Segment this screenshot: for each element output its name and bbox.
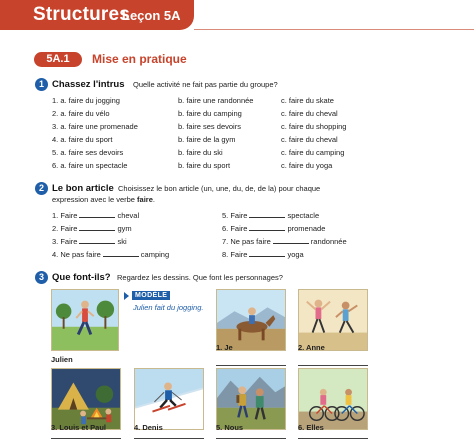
ex1-row-4-a: 4. a. faire du sport: [52, 135, 113, 144]
ex2-item-8-pre: 8. Faire: [222, 250, 248, 259]
nous-hiking-image: [216, 368, 286, 430]
exercise-2-instruction-line2: expression avec le verbe faire.: [52, 195, 155, 204]
ex1-row-1-c: c. faire du skate: [281, 96, 334, 105]
ex2-item-5-post: spectacle: [287, 211, 320, 220]
ex2-item-4-blank[interactable]: [103, 250, 139, 257]
ex1-row-5-b: b. faire du ski: [178, 148, 223, 157]
ex1-row-2-a: 2. a. faire du vélo: [52, 109, 110, 118]
denis-skiing-image: [134, 368, 204, 430]
ex2-item-3-blank[interactable]: [79, 237, 115, 244]
exercise-1-number: 1: [35, 78, 48, 91]
ex1-row-3-b: b. faire ses devoirs: [178, 122, 241, 131]
je-answer-line[interactable]: [216, 365, 286, 366]
je-horse-riding-image: [216, 289, 286, 351]
nous-label: 5. Nous: [216, 423, 244, 432]
ex2-item-2-blank[interactable]: [79, 224, 115, 231]
ex2-item-3: [52, 237, 127, 246]
ex2-item-7-pre: 7. Ne pas faire: [222, 237, 271, 246]
ex2-item-2-post: gym: [117, 224, 132, 233]
ex2-item-4-post: camping: [140, 250, 170, 259]
nous-answer-line[interactable]: [216, 438, 286, 439]
ex2-item-7: [222, 237, 347, 246]
ex2-item-2-pre: 2. Faire: [52, 224, 78, 233]
elles-cycling-image: [298, 368, 368, 430]
anne-label: 2. Anne: [298, 343, 325, 352]
ex2-item-4: [52, 250, 169, 259]
lesson-label: Leçon 5A: [122, 8, 181, 23]
ex2-item-6: [222, 224, 325, 233]
ex2-item-8-blank[interactable]: [249, 250, 285, 257]
ex2-item-5-pre: 5. Faire: [222, 211, 248, 220]
ex2-item-3-pre: 3. Faire: [52, 237, 78, 246]
anne-gym-image: [298, 289, 368, 351]
ex2-item-5-blank[interactable]: [249, 211, 285, 218]
louis-paul-label: 3. Louis et Paul: [51, 423, 107, 432]
exercise-1-instruction: Quelle activité ne fait pas partie du groupe?: [133, 80, 278, 89]
anne-answer-line[interactable]: [298, 365, 368, 366]
ex1-row-2-b: b. faire du camping: [178, 109, 242, 118]
ex1-row-5-a: 5. a. faire ses devoirs: [52, 148, 124, 157]
ex2-item-1-post: cheval: [117, 211, 140, 220]
section-number-badge: 5A.1: [34, 52, 82, 67]
je-label: 1. Je: [216, 343, 233, 352]
exercise-2-instruction: Choisissez le bon article (un, une, du, de, de la) pour chaque: [118, 184, 321, 193]
exercise-3-title: Que font-ils?: [52, 272, 111, 283]
ex1-row-6-a: 6. a. faire un spectacle: [52, 161, 128, 170]
ex2-item-6-blank[interactable]: [249, 224, 285, 231]
ex2-item-8: [222, 250, 304, 259]
ex2-item-8-post: yoga: [287, 250, 304, 259]
model-answer: Julien fait du jogging.: [133, 303, 204, 312]
ex1-row-3-a: 3. a. faire une promenade: [52, 122, 138, 131]
model-label: MODÈLE: [132, 291, 170, 300]
ex2-item-2: [52, 224, 132, 233]
ex2-item-1-blank[interactable]: [79, 211, 115, 218]
ex1-row-1-a: 1. a. faire du jogging: [52, 96, 120, 105]
ex2-item-6-post: promenade: [287, 224, 326, 233]
model-arrow-icon: [124, 292, 129, 300]
ex1-row-2-c: c. faire du cheval: [281, 109, 338, 118]
ex2-item-7-post: randonnée: [310, 237, 347, 246]
elles-label: 6. Elles: [298, 423, 324, 432]
louis-paul-camping-image: [51, 368, 121, 430]
ex2-item-4-pre: 4. Ne pas faire: [52, 250, 101, 259]
ex1-row-4-b: b. faire de la gym: [178, 135, 236, 144]
header-title: Structures: [33, 4, 131, 25]
exercise-2-number: 2: [35, 182, 48, 195]
denis-answer-line[interactable]: [134, 438, 204, 439]
ex1-row-6-c: c. faire du yoga: [281, 161, 333, 170]
ex2-item-5: [222, 211, 319, 220]
ex2-item-3-post: ski: [117, 237, 127, 246]
louis-paul-answer-line[interactable]: [51, 438, 121, 439]
ex1-row-6-b: b. faire du sport: [178, 161, 231, 170]
exercise-1-title: Chassez l'intrus: [52, 79, 125, 90]
denis-label: 4. Denis: [134, 423, 163, 432]
julien-label: Julien: [51, 355, 73, 364]
ex2-item-1: [52, 211, 139, 220]
ex1-row-5-c: c. faire du camping: [281, 148, 345, 157]
model-tag: [124, 291, 170, 300]
section-title: Mise en pratique: [92, 52, 187, 66]
exercise-3-number: 3: [35, 271, 48, 284]
ex2-item-1-pre: 1. Faire: [52, 211, 78, 220]
exercise-3-instruction: Regardez les dessins. Que font les personnages?: [117, 273, 283, 282]
ex2-item-7-blank[interactable]: [273, 237, 309, 244]
exercise-2-title: Le bon article: [52, 183, 114, 194]
header-divider: [194, 29, 474, 30]
ex1-row-4-c: c. faire du cheval: [281, 135, 338, 144]
ex1-row-1-b: b. faire une randonnée: [178, 96, 254, 105]
ex1-row-3-c: c. faire du shopping: [281, 122, 347, 131]
julien-jogging-image: [51, 289, 119, 351]
elles-answer-line[interactable]: [298, 438, 368, 439]
ex2-item-6-pre: 6. Faire: [222, 224, 248, 233]
